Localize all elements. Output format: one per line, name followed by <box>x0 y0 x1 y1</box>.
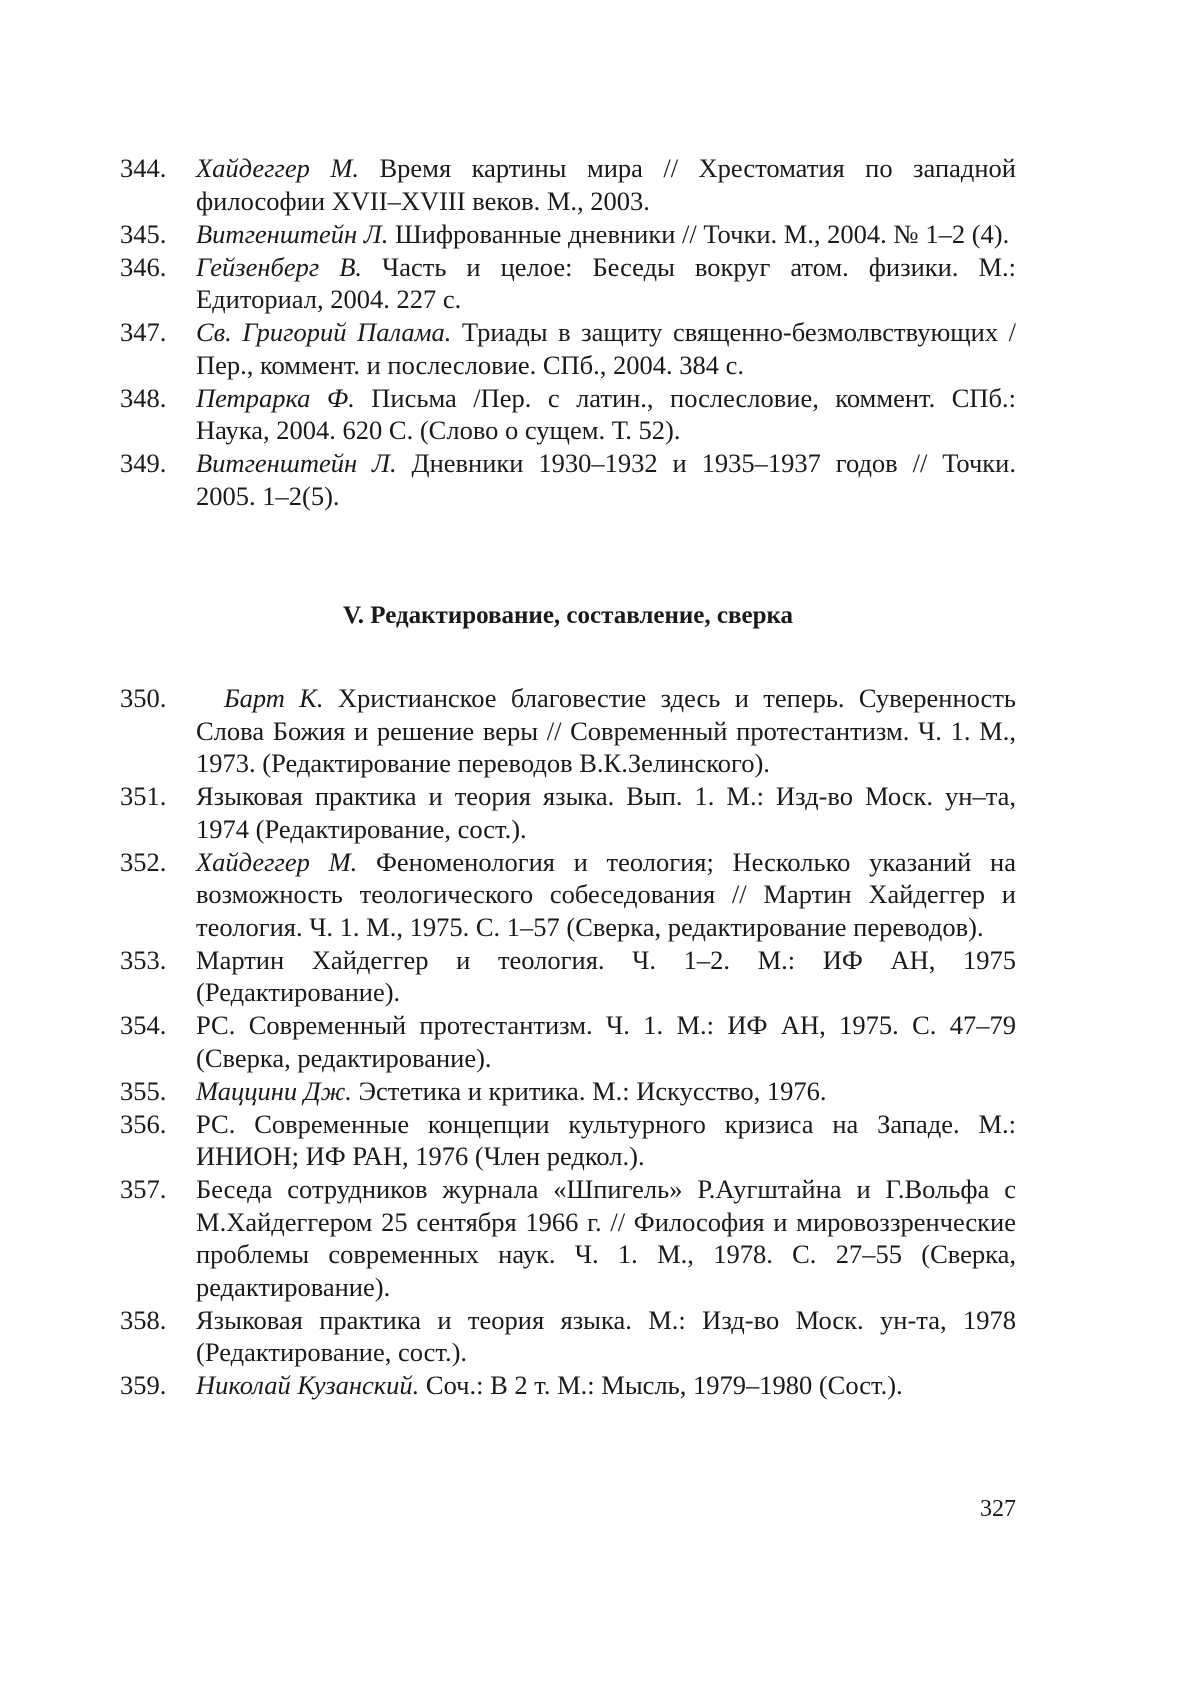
bibliography-entry <box>120 1304 1016 1369</box>
entry-citation: Языковая практика и теория языка. Вып. 1. М.: Изд-во Моск. ун–та, 1974 (Редактирование, сост.). <box>196 781 1016 844</box>
bibliography-entry <box>120 1173 1016 1303</box>
entry-citation: Христианское благовестие здесь и теперь. Суверенность Слова Божия и решение веры // Современный протестантизм. Ч. 1. М., 1973. (Редактирование переводов В.К.Зелинского). <box>196 683 1016 778</box>
entry-citation: Шифрованные дневники // Точки. М., 2004. № 1–2 (4). <box>388 218 1010 249</box>
bibliography-entry <box>120 251 1016 316</box>
entry-number: 357. <box>120 1174 167 1204</box>
entry-author: Хайдеггер М. <box>196 153 360 183</box>
entry-text <box>196 152 1016 217</box>
entry-author: Барт К. <box>224 683 324 713</box>
entry-number: 359. <box>120 1370 167 1400</box>
entry-text <box>196 1009 1016 1074</box>
bibliography-entry <box>120 780 1016 845</box>
entry-author: Витгенштейн Л. <box>196 448 397 478</box>
entry-number: 349. <box>120 448 167 478</box>
bibliography-entry <box>120 382 1016 447</box>
entry-number: 351. <box>120 781 167 811</box>
entry-citation: Эстетика и критика. М.: Искусство, 1976. <box>351 1075 827 1106</box>
entry-number: 354. <box>120 1010 167 1040</box>
bibliography-entry <box>120 944 1016 1009</box>
bibliography-entry <box>120 1009 1016 1074</box>
entry-text <box>196 944 1016 1009</box>
entry-number: 355. <box>120 1075 167 1106</box>
entry-author: Хайдеггер М. <box>196 846 358 877</box>
entry-text <box>196 780 1016 845</box>
entry-citation: РС. Современный протестантизм. Ч. 1. М.: ИФ АН, 1975. С. 47–79 (Сверка, редактирование). <box>196 1010 1016 1073</box>
entry-text <box>196 846 1016 944</box>
entry-text <box>196 447 1016 512</box>
bibliography-list-part-1 <box>120 152 1016 513</box>
entry-number: 350. <box>120 683 167 713</box>
bibliography-entry <box>120 846 1016 944</box>
entry-citation: Соч.: В 2 т. М.: Мысль, 1979–1980 (Сост.). <box>419 1370 903 1400</box>
entry-number: 352. <box>120 846 167 877</box>
entry-text <box>196 1108 1016 1173</box>
entry-number: 348. <box>120 382 167 413</box>
entry-citation: Языковая практика и теория языка. М.: Изд-во Моск. ун-та, 1978 (Редактирование, сост.). <box>196 1304 1016 1367</box>
entry-citation: Триады в защиту священно-безмолвствующих /Пер., коммент. и послесловие. СПб., 2004. 384 с. <box>196 317 1016 380</box>
entry-citation: Мартин Хайдеггер и теология. Ч. 1–2. М.: ИФ АН, 1975 (Редактирование). <box>196 944 1016 1007</box>
entry-author: Св. Григорий Палама. <box>196 317 452 347</box>
bibliography-entry <box>120 1369 1016 1402</box>
bibliography-entry <box>120 1075 1016 1108</box>
bibliography-entry <box>120 682 1016 780</box>
entry-citation: РС. Современные концепции культурного кризиса на Западе. М.: ИНИОН; ИФ РАН, 1976 (Член редкол.). <box>196 1108 1016 1171</box>
entry-number: 345. <box>120 218 167 249</box>
entry-text <box>196 218 1016 251</box>
entry-text <box>196 1369 1016 1402</box>
entry-number: 356. <box>120 1108 167 1139</box>
entry-number: 346. <box>120 251 167 282</box>
entry-author: Николай Кузанский. <box>196 1370 420 1400</box>
entry-text <box>196 382 1016 447</box>
entry-text <box>196 1075 1016 1108</box>
bibliography-list-part-2 <box>120 682 1016 1402</box>
entry-number: 353. <box>120 944 167 975</box>
entry-citation: Письма /Пер. с латин., послесловие, коммент. СПб.: Наука, 2004. 620 С. (Слово о сущем. Т. 52). <box>196 382 1016 445</box>
entry-number: 344. <box>120 153 167 183</box>
entry-author: Маццини Дж. <box>196 1075 352 1106</box>
bibliography-entry <box>120 152 1016 217</box>
bibliography-entry <box>120 218 1016 251</box>
entry-text <box>196 1173 1016 1303</box>
entry-citation: Время картины мира // Хрестоматия по западной философии XVII–XVIII веков. М., 2003. <box>196 153 1016 216</box>
entry-citation: Феноменология и теология; Несколько указаний на возможность теологического собеседования // Мартин Хайдеггер и теология. Ч. 1. М., 1975. С. 1–57 (Сверка, редактирование переводов). <box>196 846 1016 942</box>
page-number: 327 <box>980 1496 1016 1522</box>
entry-author: Гейзенберг В. <box>196 251 363 282</box>
section-heading: V. Редактирование, составление, сверка <box>342 602 794 629</box>
bibliography-entry <box>120 316 1016 381</box>
entry-citation: Часть и целое: Беседы вокруг атом. физики. М.: Едиториал, 2004. 227 с. <box>196 251 1016 314</box>
bibliography-entry <box>120 1108 1016 1173</box>
entry-author: Витгенштейн Л. <box>196 218 389 249</box>
entry-author: Петрарка Ф. <box>196 382 355 413</box>
entry-text <box>196 316 1016 381</box>
entry-text <box>196 1304 1016 1369</box>
entry-text <box>196 251 1016 316</box>
entry-number: 358. <box>120 1304 167 1335</box>
entry-citation: Дневники 1930–1932 и 1935–1937 годов // Точки. 2005. 1–2(5). <box>196 448 1016 511</box>
entry-number: 347. <box>120 317 167 347</box>
entry-citation: Беседа сотрудников журнала «Шпигель» Р.Аугштайна и Г.Вольфа с М.Хайдеггером 25 сентября 1966 г. // Философия и мировоззренческие проблемы современных наук. Ч. 1. М., 1978. С. 27–55 (Сверка, редактирование). <box>196 1174 1016 1302</box>
bibliography-entry <box>120 447 1016 512</box>
entry-text <box>196 682 1016 780</box>
